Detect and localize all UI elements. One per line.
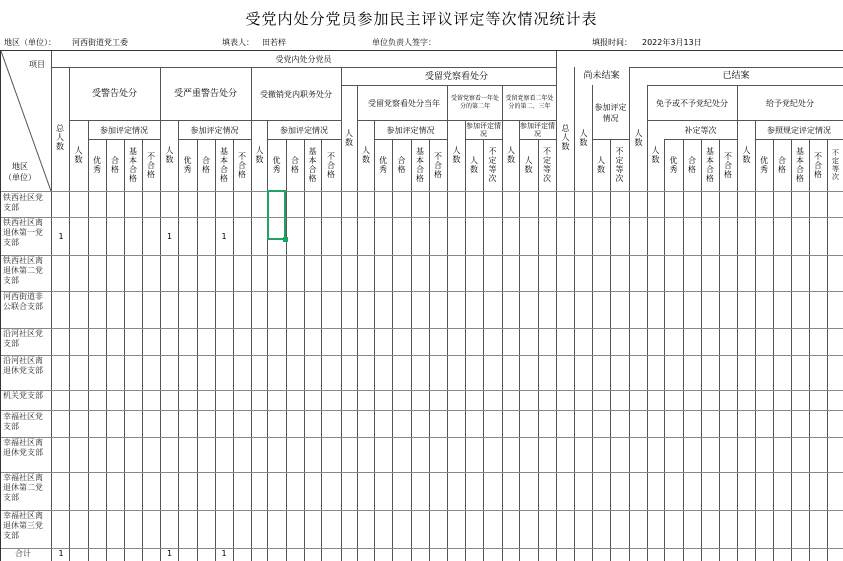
header-given-undetermined: 不定等次	[831, 149, 840, 181]
total-row-label: 合计	[15, 549, 31, 558]
header-given-qualified: 合格	[777, 156, 787, 174]
header-total2: 总人数	[561, 123, 570, 151]
header-exempt-excellent: 优秀	[669, 156, 678, 174]
header-removal-basic: 基本合格	[308, 147, 317, 183]
page-title: 受党内处分党员参加民主评议评定等次情况统计表	[245, 10, 598, 28]
header-pending-undetermined: 不定等次	[615, 147, 624, 183]
header-probation: 受留党察看处分	[424, 71, 488, 82]
header-probation-people: 人数	[344, 129, 354, 147]
table-row-label[interactable]: 铁西社区离退休第二党支部	[3, 256, 43, 285]
header-severe-unqualified: 不合格	[237, 151, 247, 179]
header-prob-excellent: 优秀	[378, 156, 388, 174]
cell-sum-severe-people[interactable]: 1	[166, 549, 173, 558]
header-closed-people: 人数	[634, 129, 643, 147]
table-row-label[interactable]: 河西街道非公联合支部	[3, 292, 43, 311]
header-pending: 尚未结案	[583, 71, 620, 81]
header-warning-people: 人数	[74, 146, 83, 164]
header-total: 总人数	[55, 123, 65, 151]
header-severe-warning: 受严重警告处分	[173, 88, 237, 99]
header-given-unqualified: 不合格	[813, 151, 823, 179]
header-given-basic: 基本合格	[795, 147, 805, 183]
filler-label: 填表人：	[222, 38, 254, 47]
header-probation-current: 受留党察看处分当年	[368, 98, 440, 108]
header-warning-eval: 参加评定情况	[100, 125, 148, 135]
header-removal-eval: 参加评定情况	[280, 125, 328, 135]
header-removal: 受撤销党内职务处分	[260, 89, 332, 99]
header-supplement: 补定等次	[684, 125, 717, 135]
header-exempt-qualified: 合格	[687, 156, 697, 174]
header-region: 地区 （单位）	[4, 162, 36, 182]
header-y2-undetermined: 不定等次	[542, 147, 552, 183]
table-row-label[interactable]: 铁西社区离退休第一党支部	[3, 218, 43, 247]
header-exempt-unqualified: 不合格	[723, 151, 733, 179]
header-y1-eval: 参加评定情况	[466, 122, 501, 138]
header-severe-qualified: 合格	[201, 156, 211, 174]
header-pending-eval: 参加评定情况	[594, 103, 627, 123]
table-row-label[interactable]: 幸福社区离退休第三党支部	[3, 511, 43, 540]
header-exempt: 免予或不予党纪处分	[656, 99, 728, 108]
header-warning-qualified: 合格	[110, 156, 120, 174]
header-given-eval: 参照规定评定情况	[767, 125, 831, 135]
header-y2-eval: 参加评定情况	[520, 122, 555, 138]
stats-table[interactable]	[0, 50, 843, 561]
header-removal-qualified: 合格	[290, 156, 300, 174]
table-row-label[interactable]: 幸福社区离退休党支部	[3, 438, 43, 457]
info-bar	[0, 36, 843, 50]
cell-selection[interactable]	[267, 190, 286, 240]
header-severe-people: 人数	[165, 146, 174, 164]
table-row-label[interactable]: 沿河社区离退休党支部	[3, 356, 43, 375]
header-warning-basic: 基本合格	[128, 147, 138, 183]
cell-severe-people[interactable]: 1	[166, 232, 173, 241]
header-removal-excellent: 优秀	[272, 156, 281, 174]
header-prob-current-eval: 参加评定情况	[386, 125, 435, 135]
header-given: 给予党纪处分	[766, 99, 814, 108]
header-y1-people: 人数	[452, 146, 461, 164]
header-exempt-basic: 基本合格	[705, 147, 715, 183]
header-closed: 已结案	[722, 71, 750, 81]
header-removal-unqualified: 不合格	[326, 151, 336, 179]
header-severe-excellent: 优秀	[183, 156, 192, 174]
header-exempt-people: 人数	[651, 146, 660, 164]
leader-label: 单位负责人签字：	[372, 38, 436, 47]
header-prob-basic: 基本合格	[415, 147, 425, 183]
header-disciplined: 受党内处分党员	[275, 55, 332, 64]
header-item: 项目	[29, 59, 45, 69]
header-probation-y2: 受留党察看二年处分的第二、三年	[505, 95, 554, 110]
cell-sum-severe-basic[interactable]: 1	[221, 549, 227, 558]
header-severe-eval: 参加评定情况	[190, 125, 239, 135]
date-value[interactable]: 2022年3月13日	[642, 38, 702, 47]
table-row-label[interactable]: 幸福社区离退休第二党支部	[3, 473, 43, 502]
header-pending-people: 人数	[579, 129, 588, 147]
fill-handle[interactable]	[283, 237, 288, 242]
table-row-label[interactable]: 机关党支部	[3, 391, 43, 400]
table-row-label[interactable]: 沿河社区党支部	[3, 329, 43, 348]
header-prob-unqualified: 不合格	[433, 151, 443, 179]
header-y1-undetermined: 不定等次	[488, 147, 497, 183]
table-row-label[interactable]: 铁西社区党支部	[3, 193, 43, 212]
header-prob-qualified: 合格	[397, 156, 406, 174]
cell-sum-total[interactable]: 1	[58, 549, 64, 558]
header-warning-excellent: 优秀	[92, 156, 102, 174]
date-label: 填报时间：	[592, 38, 632, 47]
header-y2-people: 人数	[506, 146, 516, 164]
filler-value[interactable]: 田若梓	[262, 38, 286, 47]
region-value[interactable]: 河西街道党工委	[72, 38, 128, 47]
table-row-label[interactable]: 幸福社区党支部	[3, 412, 43, 431]
header-severe-basic: 基本合格	[219, 147, 229, 183]
header-given-people: 人数	[742, 146, 751, 164]
region-label: 地区（单位）：	[4, 38, 56, 47]
header-y2-people2: 人数	[524, 156, 533, 174]
cell-total[interactable]: 1	[58, 232, 64, 241]
header-warning-unqualified: 不合格	[146, 151, 156, 179]
header-pending-people2: 人数	[596, 156, 606, 174]
header-warning: 受警告处分	[91, 88, 137, 99]
header-y1-people2: 人数	[469, 156, 479, 174]
cell-severe-basic[interactable]: 1	[221, 232, 227, 241]
header-prob-current-people: 人数	[361, 146, 371, 164]
header-probation-y1: 受留党察看一年处分的第二年	[450, 95, 499, 110]
header-removal-people: 人数	[255, 146, 264, 164]
header-given-excellent: 优秀	[759, 156, 769, 174]
